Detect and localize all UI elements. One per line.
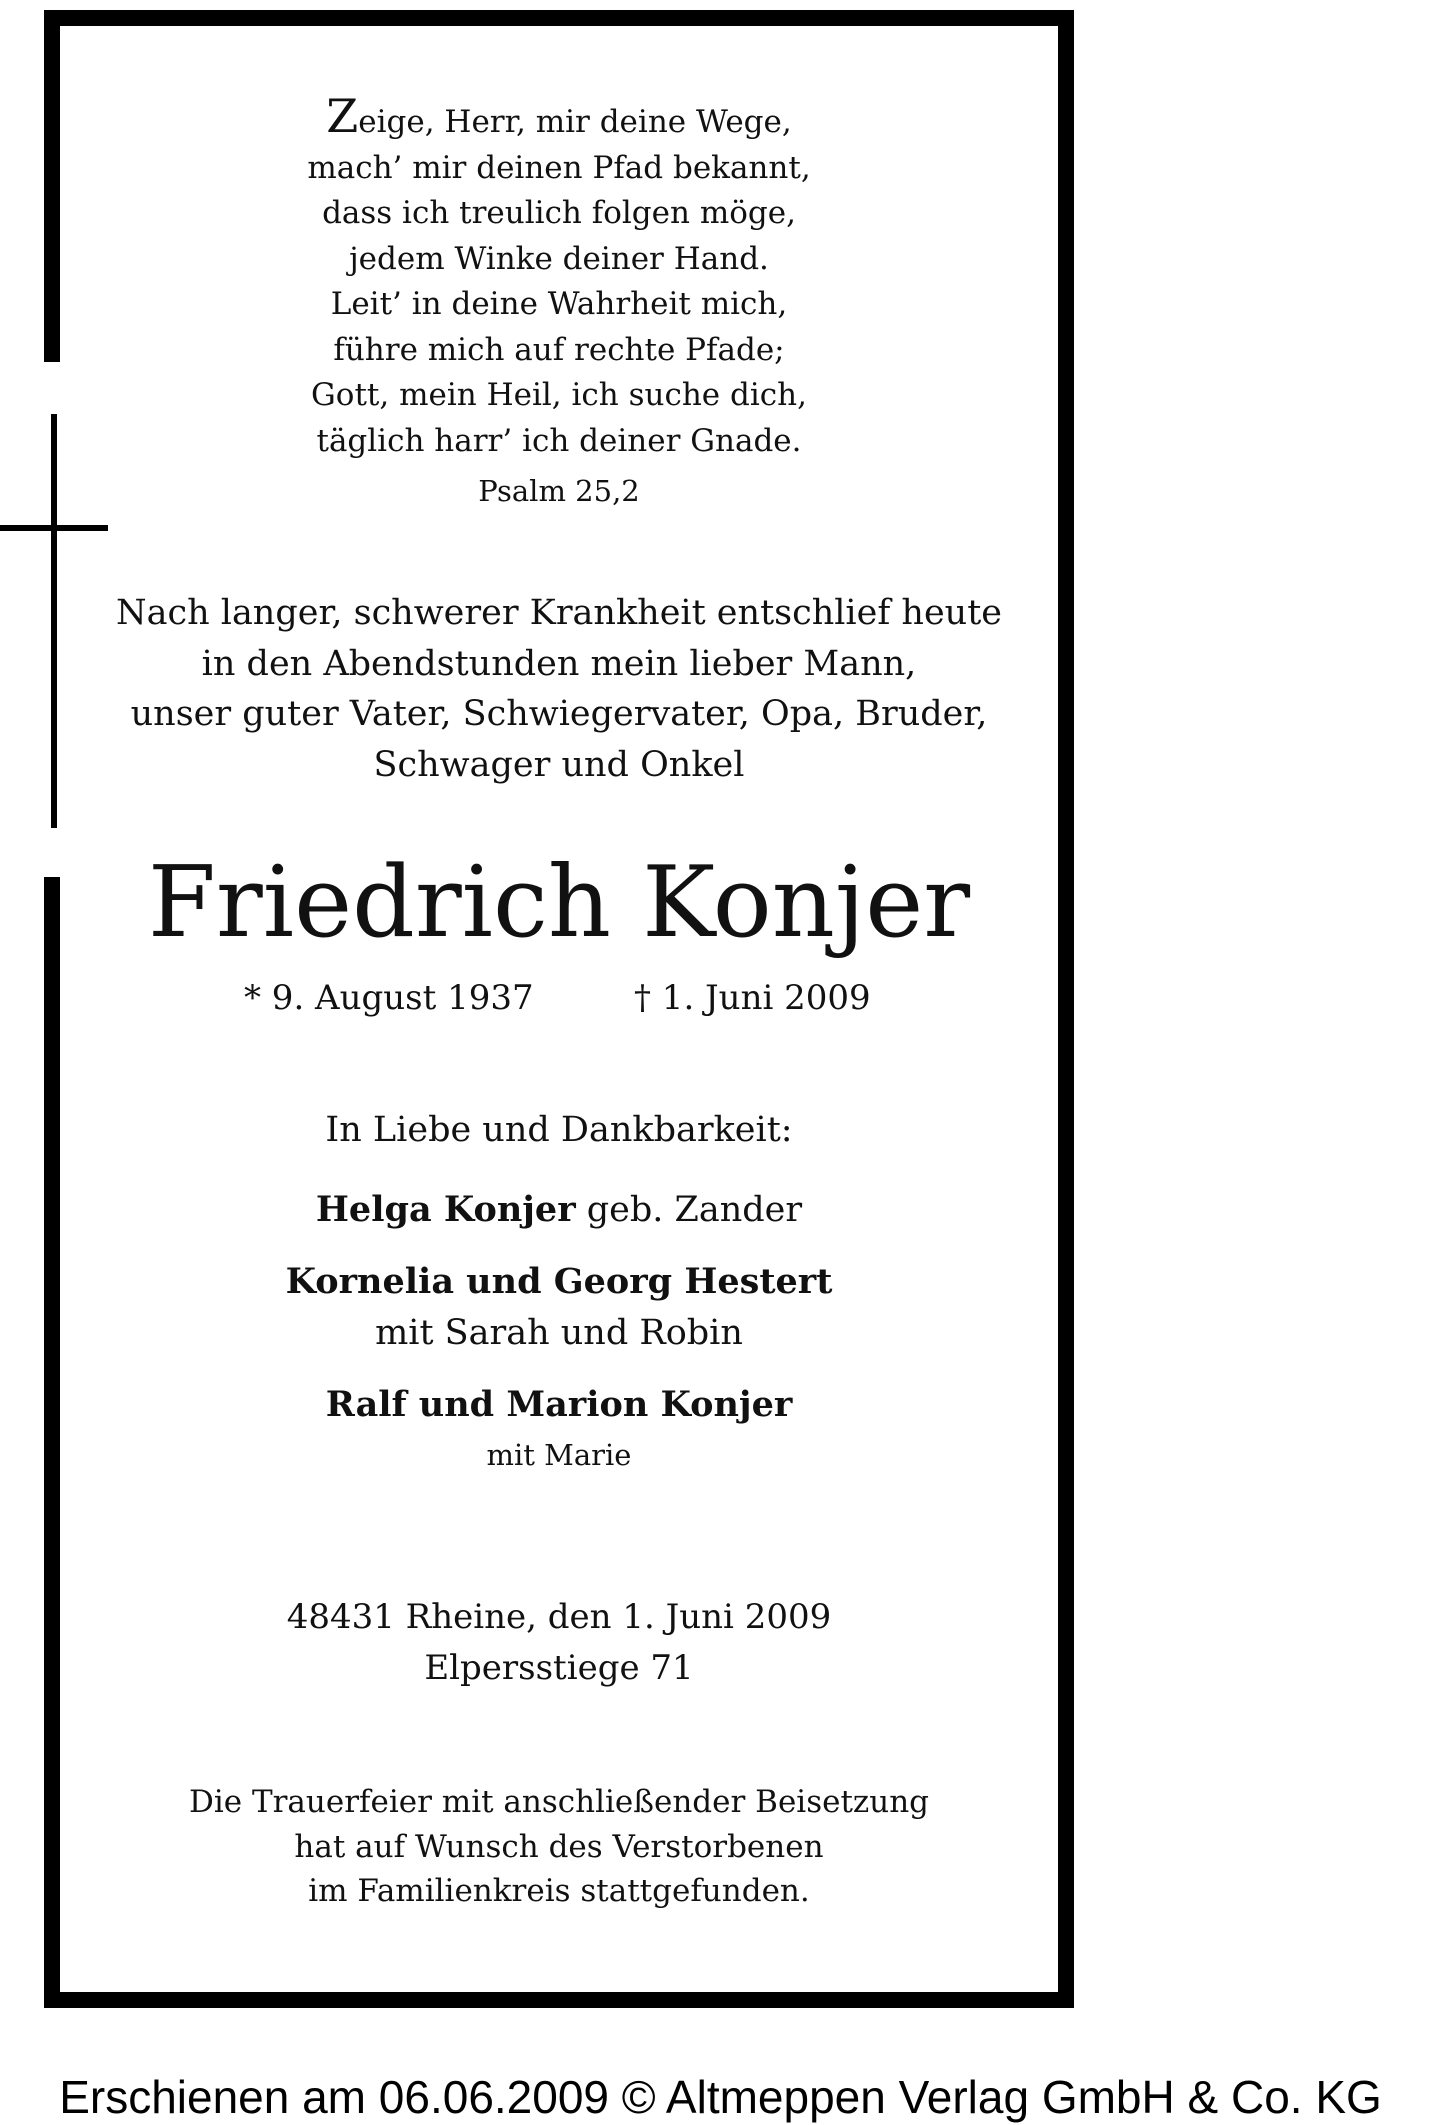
kornelia-names: Kornelia und Georg Hestert xyxy=(285,1261,833,1302)
poem-line-1-rest: eige, Herr, mir deine Wege, xyxy=(358,104,792,140)
poem-dropcap: Z xyxy=(326,89,359,143)
border-bottom xyxy=(44,1992,1074,2008)
announcement-line: in den Abendstunden mein lieber Mann, xyxy=(201,643,917,684)
address-block xyxy=(60,1592,1058,1694)
funeral-note-line: im Familienkreis stattgefunden. xyxy=(308,1873,810,1909)
announcement-line: unser guter Vater, Schwiegervater, Opa, Bruder, xyxy=(130,694,988,734)
death-date: † 1. Juni 2009 xyxy=(634,978,871,1018)
poem-line: Gott, mein Heil, ich suche dich, xyxy=(311,377,807,413)
funeral-note xyxy=(60,1780,1058,1914)
poem xyxy=(60,89,1058,464)
family-ralf xyxy=(60,1380,1058,1430)
psalm-reference: Psalm 25,2 xyxy=(478,474,640,508)
announcement-line: Schwager und Onkel xyxy=(373,744,745,785)
family-helga xyxy=(60,1185,1058,1235)
ralf-names: Ralf und Marion Konjer xyxy=(325,1384,793,1425)
poem-line: dass ich treulich folgen möge, xyxy=(322,195,796,231)
poem-line: jedem Winke deiner Hand. xyxy=(349,240,769,277)
announcement-text xyxy=(60,588,1058,790)
poem-line: mach’ mir deinen Pfad bekannt, xyxy=(307,149,811,186)
cross-horizontal-bar xyxy=(0,525,108,531)
border-left-upper xyxy=(44,10,60,362)
birth-date: * 9. August 1937 xyxy=(244,978,534,1018)
thanks-heading: In Liebe und Dankbarkeit: xyxy=(325,1110,793,1150)
address-line: 48431 Rheine, den 1. Juni 2009 xyxy=(286,1597,832,1637)
border-top xyxy=(44,10,1074,26)
cross-vertical-bar xyxy=(51,414,57,828)
poem-line: Leit’ in deine Wahrheit mich, xyxy=(330,286,788,322)
address-line: Elpersstiege 71 xyxy=(424,1648,694,1688)
publication-footer: Erschienen am 06.06.2009 © Altmeppen Verlag GmbH & Co. KG xyxy=(59,2071,1382,2123)
helga-name: Helga Konjer xyxy=(315,1189,576,1230)
family-kornelia-children: mit Sarah und Robin xyxy=(375,1313,743,1353)
poem-line-1 xyxy=(60,89,1058,146)
family-ralf-children: mit Marie xyxy=(486,1438,632,1472)
border-right xyxy=(1058,10,1074,2008)
announcement-line: Nach langer, schwerer Krankheit entschlief heute xyxy=(115,593,1002,633)
poem-line: täglich harr’ ich deiner Gnade. xyxy=(316,422,802,459)
family-kornelia xyxy=(60,1257,1058,1307)
funeral-note-line: Die Trauerfeier mit anschließender Beisetzung xyxy=(188,1784,930,1820)
deceased-name: Friedrich Konjer xyxy=(147,846,971,960)
helga-maiden-name: geb. Zander xyxy=(575,1190,803,1230)
funeral-note-line: hat auf Wunsch des Verstorbenen xyxy=(294,1828,824,1865)
border-left-lower xyxy=(44,877,60,2008)
poem-line: führe mich auf rechte Pfade; xyxy=(333,331,785,368)
